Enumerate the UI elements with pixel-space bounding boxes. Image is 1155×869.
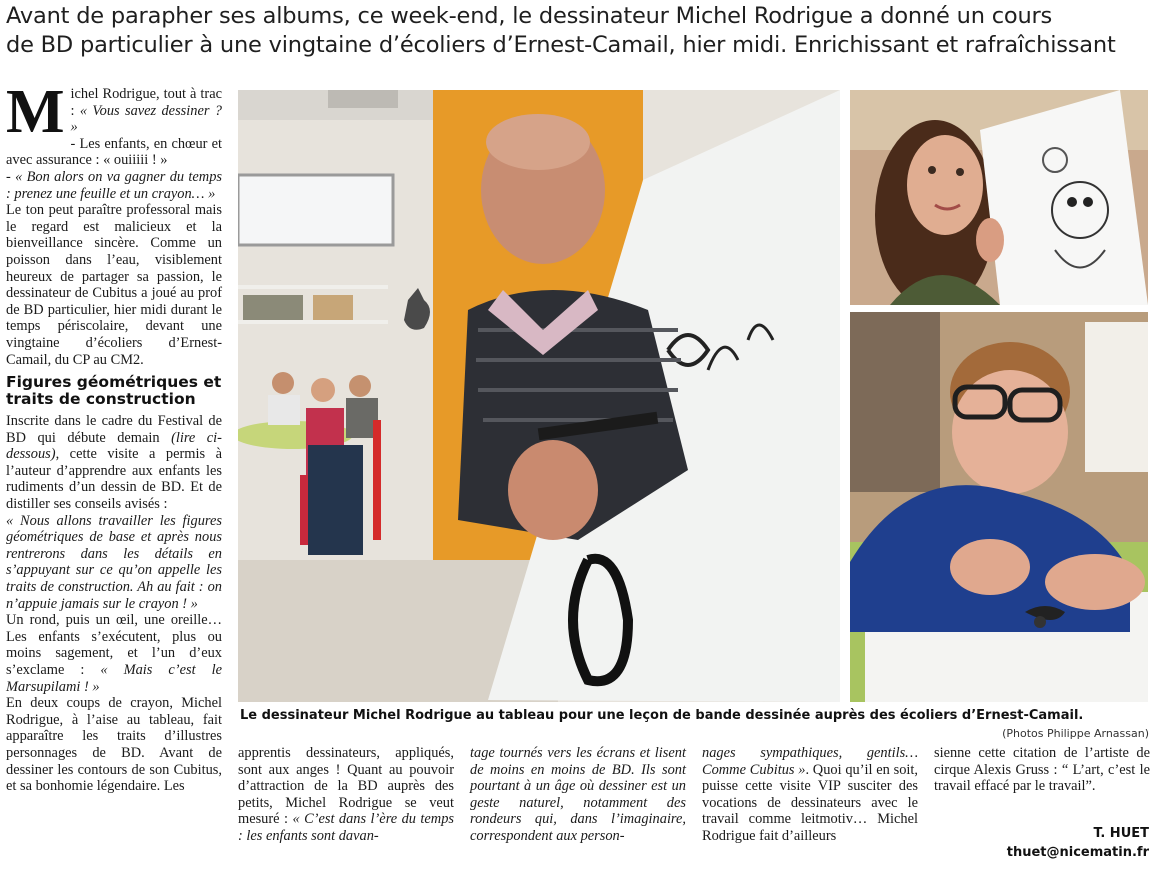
quote-run: « C’est dans l’ère du temps : les enfants sont davan- xyxy=(238,811,454,844)
article-paragraph xyxy=(702,745,918,845)
article-paragraph: En deux coups de crayon, Michel Rodrigue, à l’aise au tableau, fait apparaître les traits d’illustres personnages de BD. Avant de dessiner les contours de son Cubitus, et sa bonhomie légendaire. Les xyxy=(6,695,222,795)
quote-run: (lire ci-dessous) xyxy=(6,429,222,463)
headline xyxy=(6,2,1151,60)
headline-line-2: de BD particulier à une vingtaine d’écoliers d’Ernest-Camail, hier midi. Enrichissant et rafraîchissant xyxy=(6,32,1116,58)
quote-run: « Nous allons travailler les figures géométriques de base et après nous rentrerons dans les détails en s’appuyant sur ce qu’on appelle les traits de construction. Ah au fait : on n’appuie jamais sur le crayon ! » xyxy=(6,512,222,612)
subheading: Figures géométriques et traits de construction xyxy=(6,373,222,409)
text-run: apprentis dessinateurs, appliqués, sont aux anges ! Quant au pouvoir d’attraction de la BD auprès des petits, Michel Rodrigue se veut mesuré : xyxy=(238,745,454,828)
text-run: , cette visite a permis à l’auteur d’apprendre aux enfants les rudiments d’un dessin de BD. Et de distiller ses conseils avisés : xyxy=(6,446,222,513)
byline-email: thuet@nicematin.fr xyxy=(1006,845,1149,860)
boy-photo xyxy=(850,312,1148,702)
girl-photo xyxy=(850,90,1148,305)
quote-run: « Vous savez dessiner ? » xyxy=(70,102,222,136)
text-run: Un rond, puis un œil, une oreille… Les enfants s’exécutent, plus ou moins sagement, et l’un d’eux s’exclame : xyxy=(6,612,222,678)
article-paragraph: sienne cette citation de l’artiste de cirque Alexis Gruss : “ L’art, c’est le travail effacé par le travail”. xyxy=(934,745,1150,795)
text-run: . Quoi qu’il en soit, puisse cette visite VIP susciter des vocations de dessinateurs avec le travail comme leitmotiv… Michel Rodrigue fait d’ailleurs xyxy=(702,761,918,844)
article-column-2 xyxy=(238,745,454,845)
article-column-4 xyxy=(702,745,918,845)
headline-line-1: Avant de parapher ses albums, ce week-end, le dessinateur Michel Rodrigue a donné un cours xyxy=(6,3,1053,29)
byline-author: T. HUET xyxy=(1093,826,1149,841)
article-column-1 xyxy=(6,78,222,795)
article-paragraph xyxy=(6,513,222,613)
article-paragraph xyxy=(6,169,222,202)
article-paragraph xyxy=(470,745,686,845)
text-run: Inscrite dans le cadre du Festival de BD qui débute demain xyxy=(6,413,222,446)
article-column-3 xyxy=(470,745,686,845)
text-run: ichel Rodrigue, tout à trac : xyxy=(70,86,222,119)
article-column-5 xyxy=(934,745,1150,795)
article-paragraph: - Les enfants, en chœur et avec assurance : « ouiiiii ! » xyxy=(6,135,222,169)
quote-run: nages sympathiques, gentils… Comme Cubitus » xyxy=(702,745,918,778)
article-paragraph: Le ton peut paraître professoral mais le regard est malicieux et la bienveillance sincère. Comme un poisson dans l’eau, visiblement heureux de partager sa passion, le dessinateur de Cubitus a joué au prof de BD particulier, hier midi durant le temps périscolaire, devant une vingtaine d’écoliers d’Ernest-Camail, du CP au CM2. xyxy=(6,202,222,368)
article-paragraph xyxy=(6,612,222,695)
quote-run: « Bon alors on va gagner du temps : prenez une feuille et un crayon… » xyxy=(6,168,222,202)
photo-credit: (Photos Philippe Arnassan) xyxy=(1002,727,1149,740)
article-paragraph xyxy=(238,745,454,845)
quote-run: tage tournés vers les écrans et lisent de moins en moins de BD. Ils sont pourtant à un âge où dessiner est un geste naturel, notamment des rondeurs qui, dans l’imaginaire, correspondent aux person- xyxy=(470,745,686,844)
photo-caption: Le dessinateur Michel Rodrigue au tableau pour une leçon de bande dessinée auprès des écoliers d’Ernest-Camail. xyxy=(240,708,1084,723)
quote-run: « Mais c’est le Marsupilami ! » xyxy=(6,662,222,695)
text-run: - xyxy=(6,168,16,185)
main-photo xyxy=(238,90,840,702)
dropcap: M xyxy=(6,78,65,146)
article-paragraph xyxy=(6,413,222,513)
